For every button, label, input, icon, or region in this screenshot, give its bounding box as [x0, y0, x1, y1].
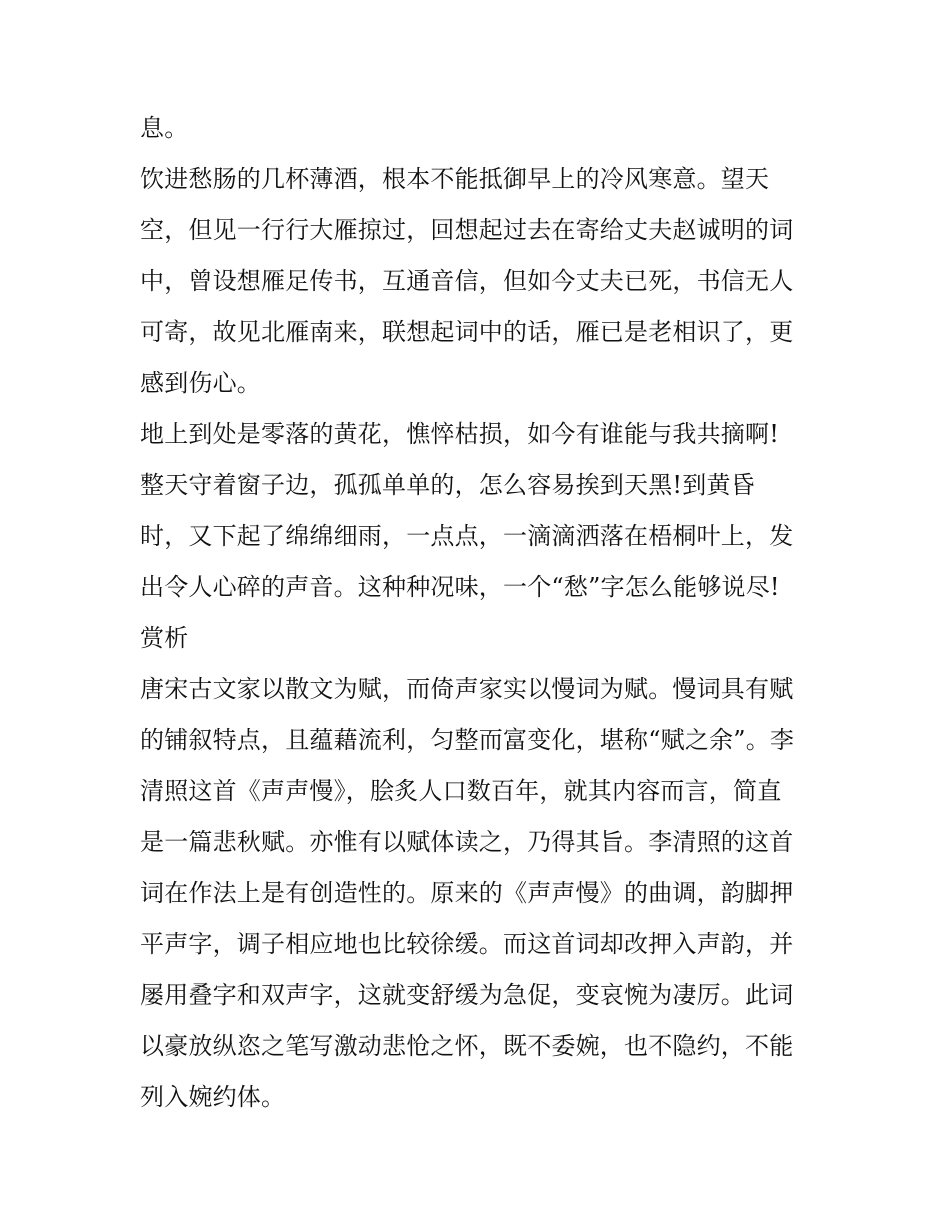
text-line-7: 地上到处是零落的黄花，憔悴枯损，如今有谁能与我共摘啊!	[140, 420, 780, 448]
text-line-2: 饮进愁肠的几杯薄酒，根本不能抵御早上的冷风寒意。望天	[140, 165, 770, 193]
text-line-19: 以豪放纵恣之笔写激动悲怆之怀，既不委婉，也不隐约，不能	[140, 1032, 794, 1060]
text-line-18: 屡用叠字和双声字，这就变舒缓为急促，变哀惋为凄厉。此词	[140, 981, 794, 1009]
text-line-4: 中，曾设想雁足传书，互通音信，但如今丈夫已死，书信无人	[140, 267, 794, 295]
text-line-14: 清照这首《声声慢》，脍炙人口数百年，就其内容而言，简直	[140, 777, 782, 805]
text-line-10: 出令人心碎的声音。这种种况味，一个“愁”字怎么能够说尽!	[140, 573, 780, 601]
text-line-1: 息。	[140, 114, 189, 142]
text-line-6: 感到伤心。	[140, 369, 261, 397]
text-line-20: 列入婉约体。	[140, 1083, 286, 1111]
text-line-15: 是一篇悲秋赋。亦惟有以赋体读之，乃得其旨。李清照的这首	[140, 828, 794, 856]
text-line-12: 唐宋古文家以散文为赋，而倚声家实以慢词为赋。慢词具有赋	[140, 675, 794, 703]
text-line-16: 词在作法上是有创造性的。原来的《声声慢》的曲调，韵脚押	[140, 879, 794, 907]
text-line-3: 空，但见一行行大雁掠过，回想起过去在寄给丈夫赵诚明的词	[140, 216, 794, 244]
text-line-13: 的铺叙特点，且蕴藉流利，匀整而富变化，堪称“赋之余”。李	[140, 726, 795, 754]
text-line-9: 时，又下起了绵绵细雨，一点点，一滴滴洒落在梧桐叶上，发	[140, 522, 794, 550]
section-heading: 赏析	[140, 624, 189, 652]
text-line-5: 可寄，故见北雁南来，联想起词中的话，雁已是老相识了，更	[140, 318, 794, 346]
text-line-17: 平声字，调子相应地也比较徐缓。而这首词却改押入声韵，并	[140, 930, 794, 958]
text-line-8: 整天守着窗子边，孤孤单单的，怎么容易挨到天黑!到黄昏	[140, 471, 755, 499]
